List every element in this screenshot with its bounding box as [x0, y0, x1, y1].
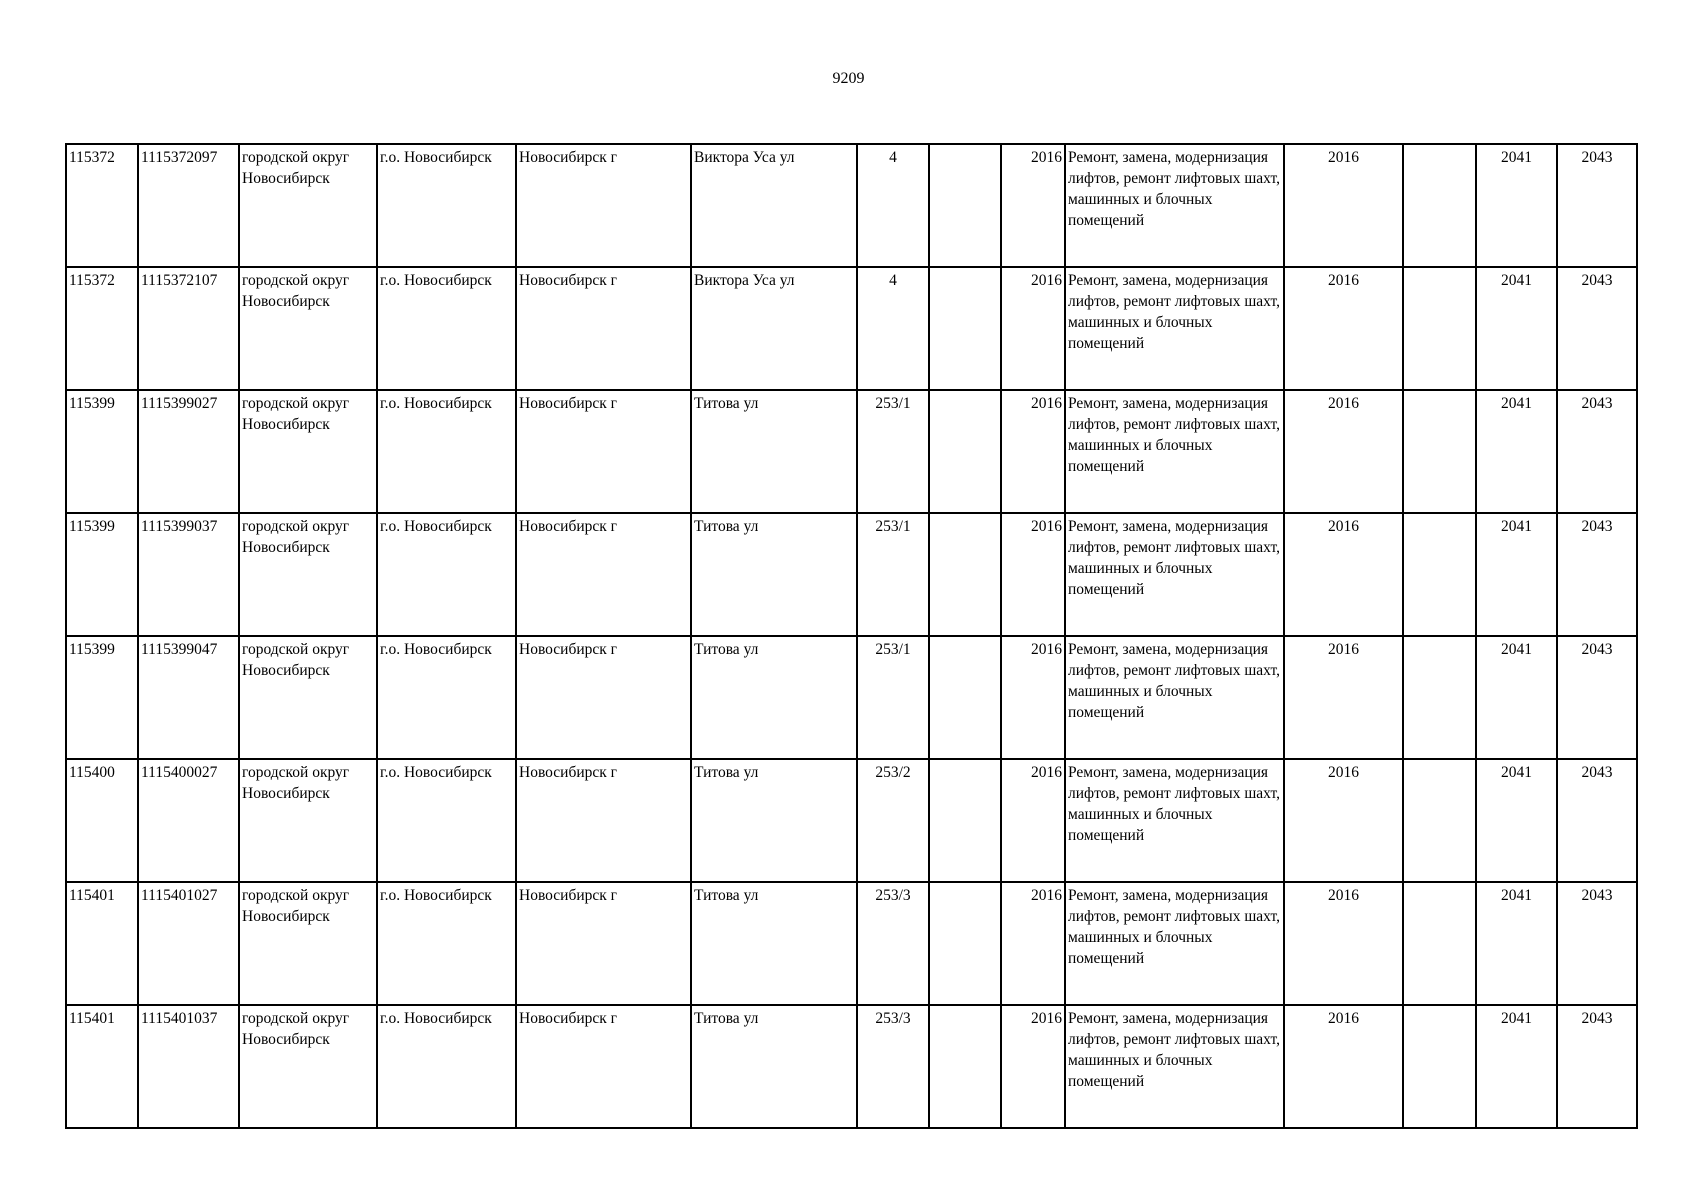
table-row: [66, 390, 1637, 513]
cell-start-year: 2016: [1284, 636, 1403, 759]
cell-code: 1115399047: [138, 636, 239, 759]
cell-id: 115372: [66, 144, 138, 267]
cell-year: 2016: [1001, 636, 1065, 759]
cell-year: 2016: [1001, 759, 1065, 882]
cell-settlement: Новосибирск г: [516, 144, 691, 267]
table-row: [66, 759, 1637, 882]
cell-district: городской округ Новосибирск: [239, 882, 377, 1005]
cell-district: городской округ Новосибирск: [239, 267, 377, 390]
cell-street: Титова ул: [691, 1005, 857, 1128]
cell-work-type: Ремонт, замена, модернизация лифтов, ремонт лифтовых шахт, машинных и блочных помещений: [1065, 1005, 1284, 1128]
cell-code: 1115399027: [138, 390, 239, 513]
cell-period-from: 2041: [1476, 759, 1557, 882]
cell-period-to: 2043: [1557, 636, 1637, 759]
cell-settlement: Новосибирск г: [516, 1005, 691, 1128]
cell-house: 253/1: [857, 390, 929, 513]
table-row: [66, 1005, 1637, 1128]
table-row: [66, 144, 1637, 267]
cell-settlement: Новосибирск г: [516, 390, 691, 513]
cell-street: Титова ул: [691, 759, 857, 882]
cell-start-year: 2016: [1284, 759, 1403, 882]
cell-district: городской округ Новосибирск: [239, 513, 377, 636]
cell-year: 2016: [1001, 144, 1065, 267]
cell-work-type: Ремонт, замена, модернизация лифтов, ремонт лифтовых шахт, машинных и блочных помещений: [1065, 882, 1284, 1005]
cell-start-year: 2016: [1284, 390, 1403, 513]
cell-municipality: г.о. Новосибирск: [377, 267, 516, 390]
cell-house: 253/1: [857, 513, 929, 636]
cell-code: 1115399037: [138, 513, 239, 636]
cell-period-to: 2043: [1557, 759, 1637, 882]
cell-start-year: 2016: [1284, 1005, 1403, 1128]
cell-building: [929, 513, 1001, 636]
cell-code: 1115401037: [138, 1005, 239, 1128]
cell-code: 1115372107: [138, 267, 239, 390]
cell-period-to: 2043: [1557, 144, 1637, 267]
cell-street: Титова ул: [691, 390, 857, 513]
cell-work-type: Ремонт, замена, модернизация лифтов, ремонт лифтовых шахт, машинных и блочных помещений: [1065, 636, 1284, 759]
cell-period-to: 2043: [1557, 882, 1637, 1005]
cell-code: 1115372097: [138, 144, 239, 267]
cell-municipality: г.о. Новосибирск: [377, 1005, 516, 1128]
cell-period-from: 2041: [1476, 636, 1557, 759]
cell-year: 2016: [1001, 1005, 1065, 1128]
cell-house: 253/2: [857, 759, 929, 882]
cell-period-from: 2041: [1476, 513, 1557, 636]
cell-start-year: 2016: [1284, 267, 1403, 390]
cell-period-from: 2041: [1476, 1005, 1557, 1128]
cell-work-type: Ремонт, замена, модернизация лифтов, ремонт лифтовых шахт, машинных и блочных помещений: [1065, 144, 1284, 267]
table-row: [66, 267, 1637, 390]
cell-period-to: 2043: [1557, 513, 1637, 636]
cell-start-year: 2016: [1284, 513, 1403, 636]
cell-building: [929, 882, 1001, 1005]
cell-municipality: г.о. Новосибирск: [377, 882, 516, 1005]
cell-extra: [1403, 759, 1476, 882]
cell-building: [929, 759, 1001, 882]
cell-extra: [1403, 513, 1476, 636]
cell-start-year: 2016: [1284, 144, 1403, 267]
cell-id: 115372: [66, 267, 138, 390]
cell-municipality: г.о. Новосибирск: [377, 636, 516, 759]
cell-building: [929, 636, 1001, 759]
cell-house: 253/3: [857, 882, 929, 1005]
cell-work-type: Ремонт, замена, модернизация лифтов, ремонт лифтовых шахт, машинных и блочных помещений: [1065, 513, 1284, 636]
cell-house: 4: [857, 267, 929, 390]
cell-house: 253/1: [857, 636, 929, 759]
cell-code: 1115401027: [138, 882, 239, 1005]
cell-id: 115401: [66, 882, 138, 1005]
table-row: [66, 882, 1637, 1005]
cell-id: 115400: [66, 759, 138, 882]
cell-settlement: Новосибирск г: [516, 759, 691, 882]
cell-district: городской округ Новосибирск: [239, 1005, 377, 1128]
cell-street: Титова ул: [691, 636, 857, 759]
table-body: [66, 144, 1637, 1128]
cell-start-year: 2016: [1284, 882, 1403, 1005]
cell-extra: [1403, 636, 1476, 759]
page-number: 9209: [832, 70, 865, 87]
cell-extra: [1403, 882, 1476, 1005]
cell-settlement: Новосибирск г: [516, 882, 691, 1005]
cell-building: [929, 267, 1001, 390]
cell-year: 2016: [1001, 513, 1065, 636]
cell-year: 2016: [1001, 267, 1065, 390]
cell-house: 4: [857, 144, 929, 267]
cell-district: городской округ Новосибирск: [239, 144, 377, 267]
cell-street: Титова ул: [691, 882, 857, 1005]
cell-id: 115399: [66, 636, 138, 759]
cell-building: [929, 1005, 1001, 1128]
cell-municipality: г.о. Новосибирск: [377, 390, 516, 513]
cell-period-from: 2041: [1476, 267, 1557, 390]
cell-work-type: Ремонт, замена, модернизация лифтов, ремонт лифтовых шахт, машинных и блочных помещений: [1065, 759, 1284, 882]
cell-district: городской округ Новосибирск: [239, 636, 377, 759]
cell-period-from: 2041: [1476, 882, 1557, 1005]
cell-building: [929, 390, 1001, 513]
cell-street: Виктора Уса ул: [691, 144, 857, 267]
cell-municipality: г.о. Новосибирск: [377, 759, 516, 882]
cell-period-from: 2041: [1476, 390, 1557, 513]
cell-settlement: Новосибирск г: [516, 636, 691, 759]
cell-municipality: г.о. Новосибирск: [377, 144, 516, 267]
cell-settlement: Новосибирск г: [516, 513, 691, 636]
cell-id: 115399: [66, 390, 138, 513]
cell-street: Титова ул: [691, 513, 857, 636]
cell-period-to: 2043: [1557, 390, 1637, 513]
cell-id: 115401: [66, 1005, 138, 1128]
table-row: [66, 636, 1637, 759]
cell-year: 2016: [1001, 390, 1065, 513]
cell-work-type: Ремонт, замена, модернизация лифтов, ремонт лифтовых шахт, машинных и блочных помещений: [1065, 390, 1284, 513]
cell-id: 115399: [66, 513, 138, 636]
cell-work-type: Ремонт, замена, модернизация лифтов, ремонт лифтовых шахт, машинных и блочных помещений: [1065, 267, 1284, 390]
cell-extra: [1403, 267, 1476, 390]
cell-municipality: г.о. Новосибирск: [377, 513, 516, 636]
cell-extra: [1403, 390, 1476, 513]
cell-building: [929, 144, 1001, 267]
cell-settlement: Новосибирск г: [516, 267, 691, 390]
cell-period-to: 2043: [1557, 1005, 1637, 1128]
cell-period-to: 2043: [1557, 267, 1637, 390]
table-row: [66, 513, 1637, 636]
cell-house: 253/3: [857, 1005, 929, 1128]
cell-street: Виктора Уса ул: [691, 267, 857, 390]
cell-year: 2016: [1001, 882, 1065, 1005]
cell-code: 1115400027: [138, 759, 239, 882]
cell-extra: [1403, 144, 1476, 267]
cell-district: городской округ Новосибирск: [239, 759, 377, 882]
cell-period-from: 2041: [1476, 144, 1557, 267]
cell-district: городской округ Новосибирск: [239, 390, 377, 513]
registry-table: [65, 143, 1638, 1129]
cell-extra: [1403, 1005, 1476, 1128]
